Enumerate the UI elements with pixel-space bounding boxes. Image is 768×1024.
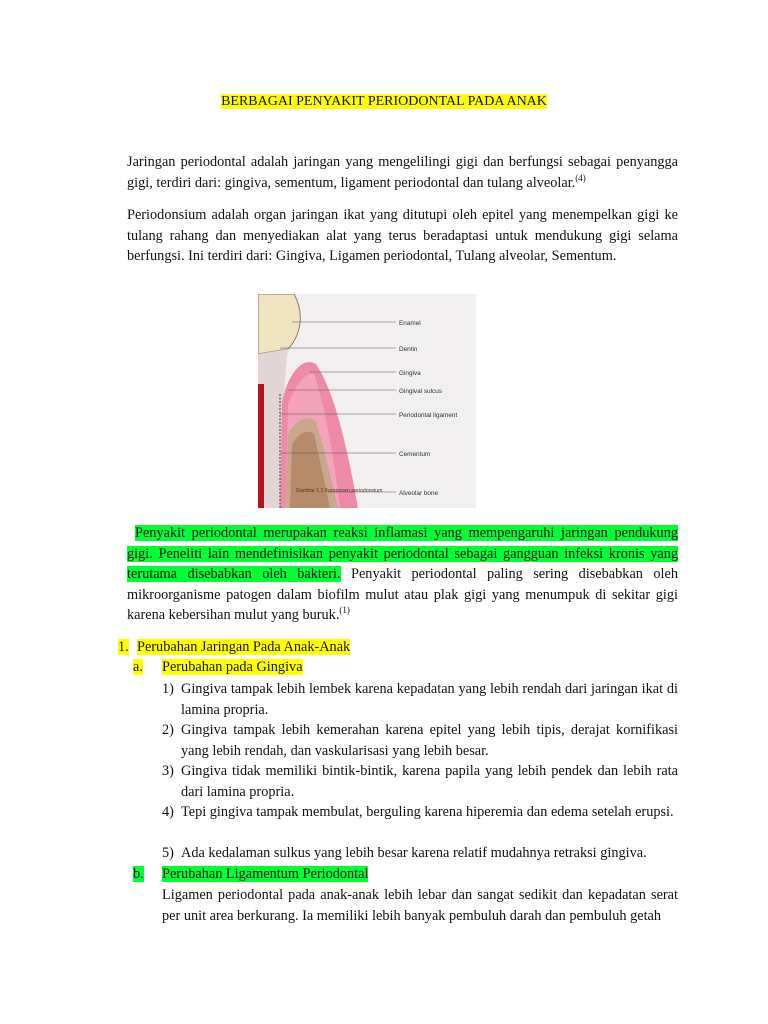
subsection-letter-b: b. <box>133 866 144 882</box>
list-item: Tepi gingiva tampak membulat, berguling karena hiperemia dan edema setelah erupsi. <box>181 804 674 820</box>
citation-ref: (1) <box>339 605 350 615</box>
paragraph-ligament: Ligamen periodontal pada anak-anak lebih lebar dan sangat sedikit dan kepadatan serat per unit area berkurang. Ia memiliki lebih banyak pembuluh darah dan pembuluh getah <box>162 887 678 924</box>
list-item-number: 3) <box>162 763 174 779</box>
subsection-heading-ligament: Perubahan Ligamentum Periodontal <box>162 866 369 882</box>
paragraph-penyakit-periodontal: Penyakit periodontal merupakan reaksi inflamasi yang mempengaruhi jaringan pendukung gigi. Peneliti lain mendefinisikan penyakit periodontal sebagai gangguan infeksi kronis yang terutama disebabkan oleh bakteri. Penyakit periodontal paling sering disebabkan oleh mikroorganisme patogen dalam biofilm mulut atau plak gigi yang menumpuk di sekitar gigi karena kebersihan mulut yang buruk.$^{(1)}$ <box>127 525 678 623</box>
section-number: 1. <box>118 639 129 655</box>
list-item-number: 5) <box>162 845 174 861</box>
subsection-heading-gingiva: Perubahan pada Gingiva <box>162 659 303 675</box>
label-enamel: Enamel <box>399 320 421 327</box>
citation-ref: (4) <box>575 172 586 183</box>
label-gingival-sulcus: Gingival sulcus <box>399 388 442 395</box>
subsection-letter-a: a. <box>133 659 143 675</box>
paragraph-jaringan-periodontal: Jaringan periodontal adalah jaringan yang mengelilingi gigi dan berfungsi sebagai penyangga gigi, terdiri dari: gingiva, sementum, ligament periodontal dan tulang alveolar.$^{(4)}$ <box>127 154 678 191</box>
page-title: BERBAGAI PENYAKIT PERIODONTAL PADA ANAK <box>221 94 547 109</box>
label-periodontal-ligament: Periodontal ligament <box>399 412 458 419</box>
label-gingiva: Gingiva <box>399 370 421 377</box>
list-item: Ada kedalaman sulkus yang lebih besar karena relatif mudahnya retraksi gingiva. <box>181 845 647 861</box>
section-heading: Perubahan Jaringan Pada Anak-Anak <box>137 639 351 655</box>
list-item: Gingiva tampak lebih kemerahan karena epitel yang lebih tipis, derajat kornifikasi yang lebih rendah, dan vaskularisasi yang lebih besar. <box>181 722 678 759</box>
paragraph-periodonsium: Periodonsium adalah organ jaringan ikat yang ditutupi oleh epitel yang menempelkan gigi ke tulang rahang dan menyediakan alat yang terus beradaptasi untuk mendukung gigi selama berfungsi. Ini terdiri dari: Gingiva, Ligamen periodontal, Tulang alveolar, Sementum. <box>127 207 678 264</box>
list-item-number: 2) <box>162 722 174 738</box>
label-alveolar-bone: Alveolar bone <box>399 490 439 497</box>
label-cementum: Cementum <box>399 451 431 458</box>
list-item-number: 1) <box>162 681 174 697</box>
list-item: Gingiva tampak lebih lembek karena kepadatan yang lebih rendah dari jaringan ikat di lamina propria. <box>181 681 678 718</box>
list-item-number: 4) <box>162 804 174 820</box>
periodontium-figure <box>258 294 476 508</box>
list-item: Gingiva tidak memiliki bintik-bintik, karena papila yang lebih pendek dan lebih rata dari lamina propria. <box>181 763 678 800</box>
periodontium-diagram <box>258 294 476 508</box>
label-dentin: Dentin <box>399 346 418 353</box>
figure-caption: Gambar 1.1 Komponen periodonsium <box>296 488 383 494</box>
